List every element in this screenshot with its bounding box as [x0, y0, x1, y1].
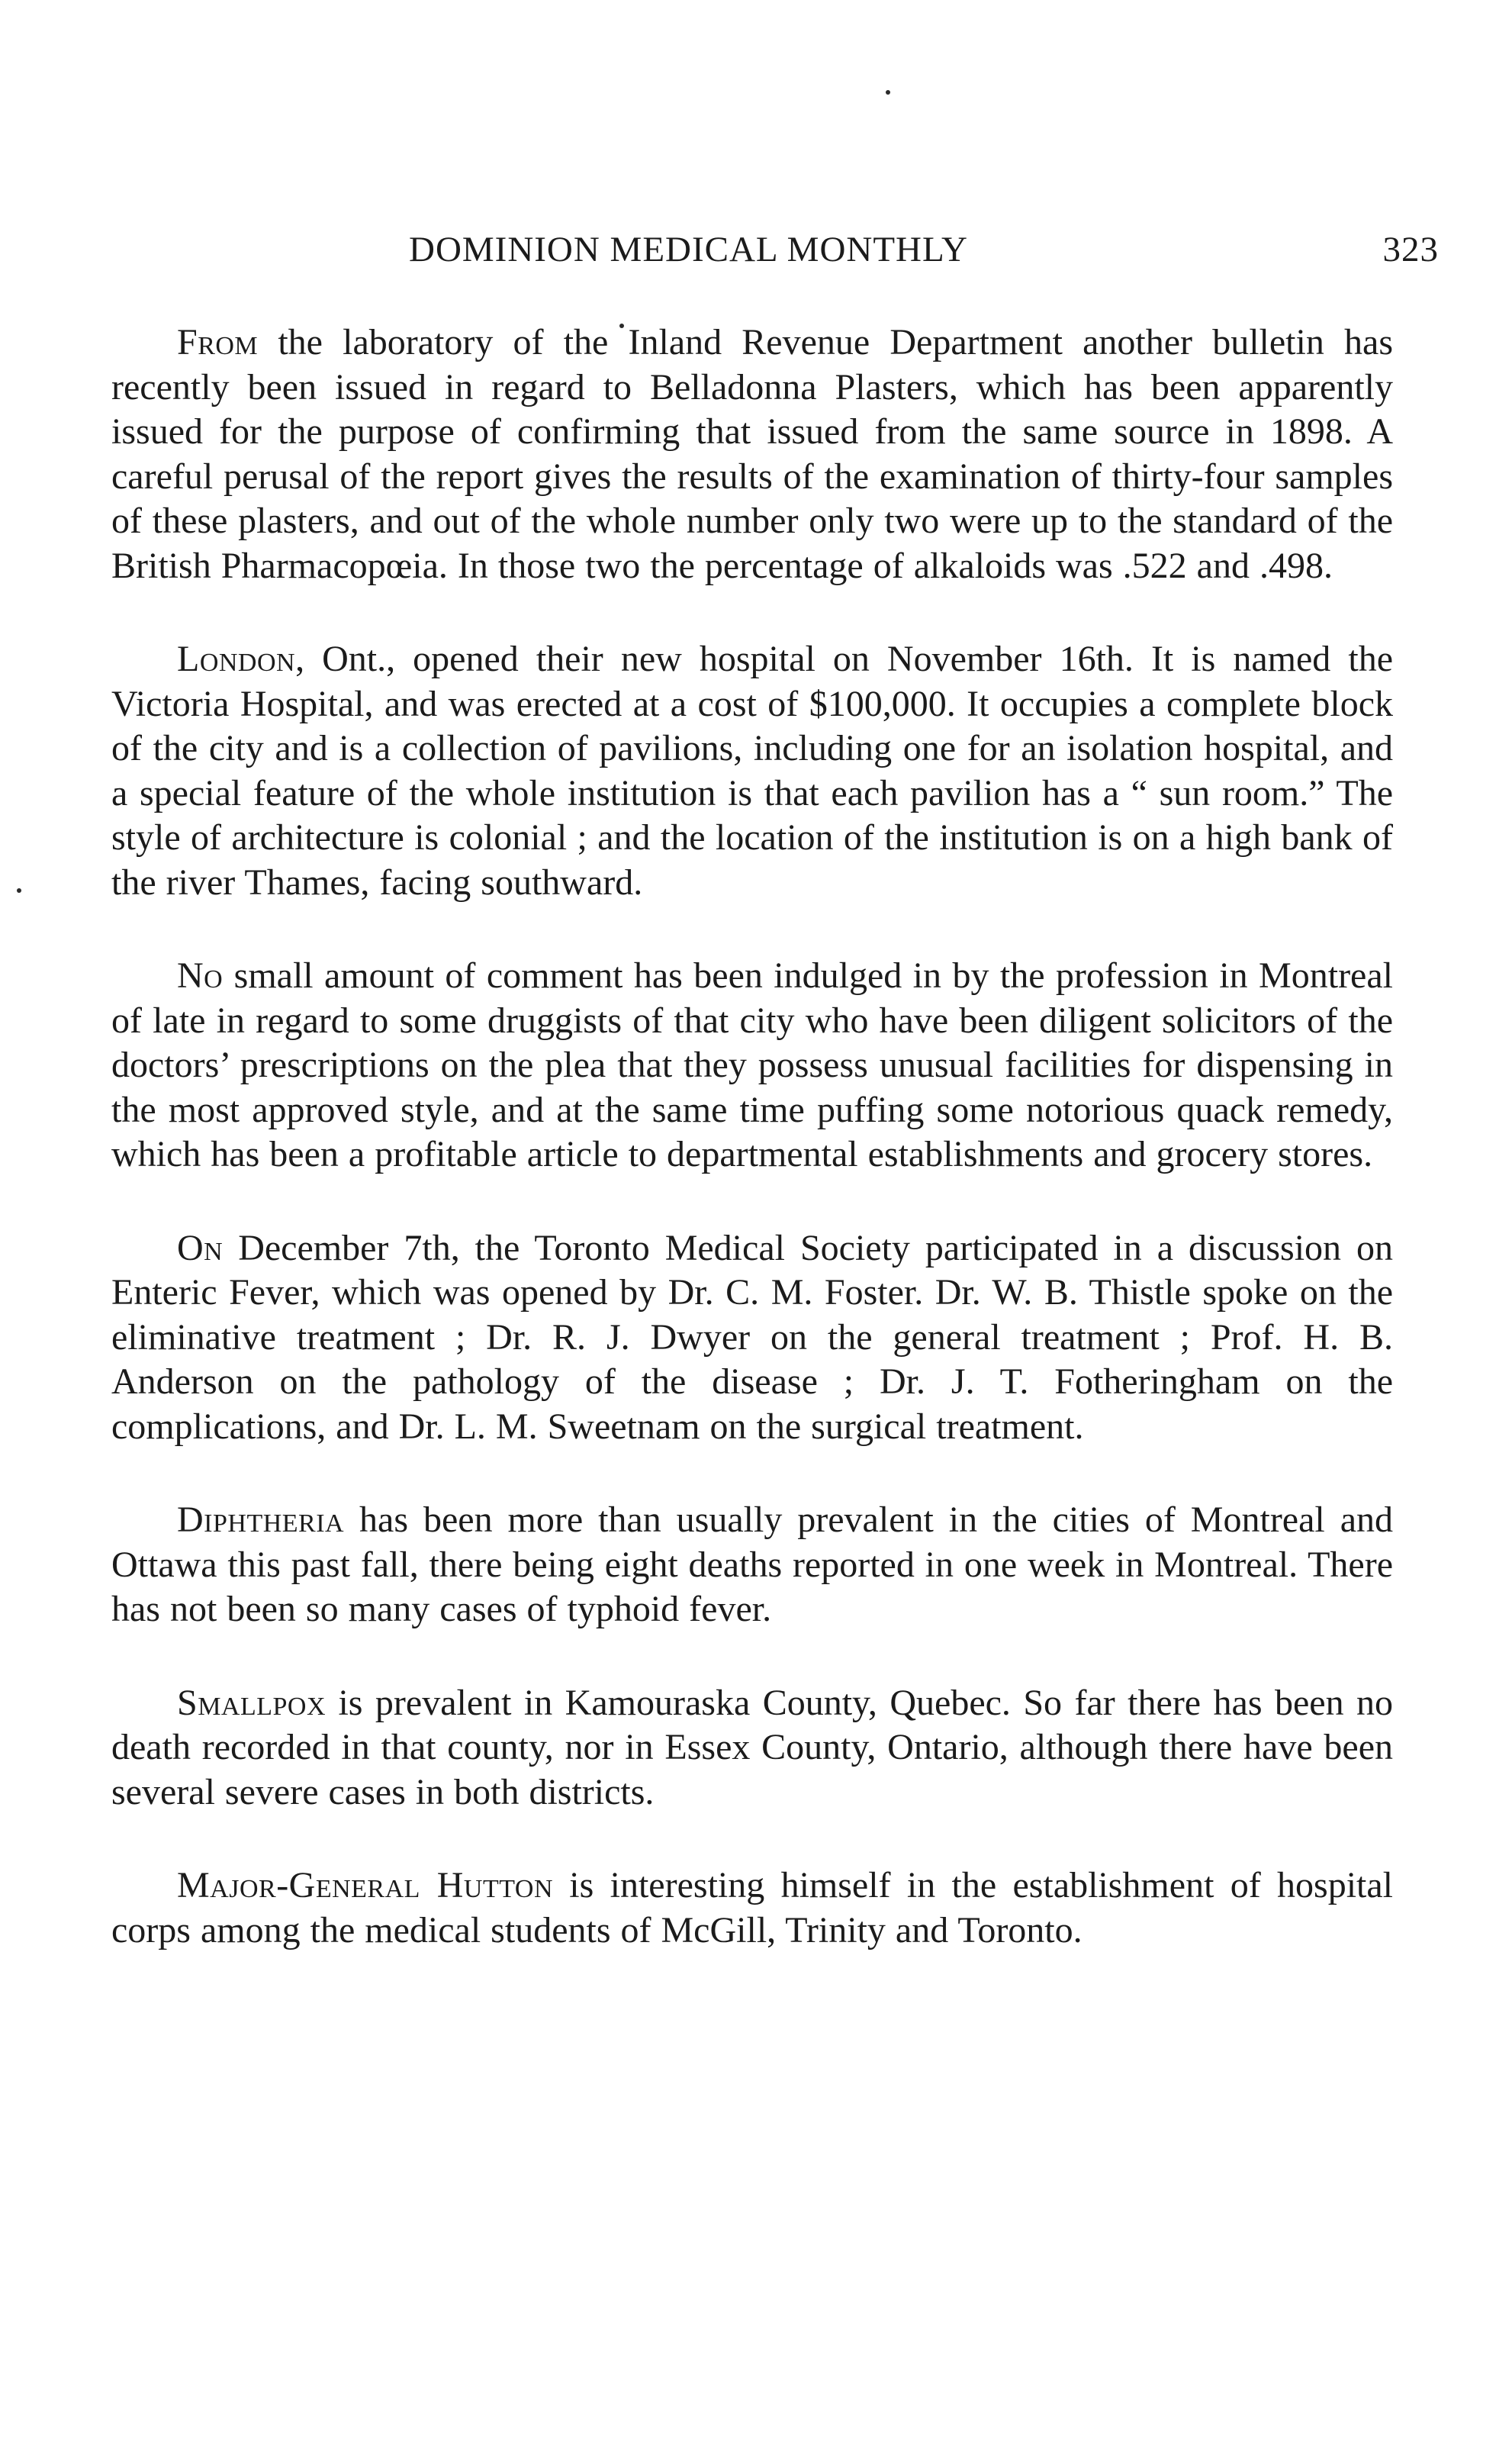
paragraph-text: small amount of comment has been indulged in by the profession in Montreal of late in regard to some druggists of that city who have been diligent solicitors of the doctors’ prescriptions on the plea that they possess unusual facilities for dispensing in the most approved style, and at the same time puffing some notorious quack remedy, which has been a profitable article to departmental establishments and grocery stores. — [111, 955, 1393, 1174]
paragraph-lead: Smallpox — [177, 1682, 327, 1723]
paragraph-lead: Major-General Hutton — [177, 1865, 553, 1905]
print-speck — [17, 888, 21, 893]
paragraph-lead: On — [177, 1227, 224, 1268]
paragraph-lead: Diphtheria — [177, 1499, 345, 1540]
paragraph-lead: London — [177, 639, 296, 679]
paragraph-toronto-medical-society — [111, 1226, 1393, 1450]
paragraph-montreal-druggists — [111, 954, 1393, 1177]
paragraph-lead: From — [177, 322, 259, 362]
running-head — [111, 229, 1439, 282]
paragraph-smallpox — [111, 1681, 1393, 1815]
paragraph-lead: No — [177, 955, 224, 996]
paragraph-belladonna-plasters — [111, 321, 1393, 588]
paragraph-diphtheria — [111, 1498, 1393, 1632]
page-content — [111, 229, 1439, 2002]
paragraph-text: December 7th, the Toronto Medical Society participated in a discussion on Enteric Fever, which was opened by Dr. C. M. Foster. Dr. W. B. Thistle spoke on the eliminative treatment ; Dr. R. J. Dwyer on the general treatment ; Prof. H. B. Anderson on the pathology of the disease ; Dr. J. T. Fotheringham on the complications, and Dr. L. M. Sweetnam on the surgical treatment. — [111, 1227, 1393, 1447]
paragraph-text: is interesting himself in the establishment of hospital corps among the medical students of McGill, Trinity and Toronto. — [111, 1865, 1394, 1950]
article-body — [111, 321, 1393, 1953]
paragraph-text: has been more than usually prevalent in the cities of Montreal and Ottawa this past fall, there being eight deaths reported in one week in Montreal. There has not been so many cases of typhoid fever. — [111, 1499, 1393, 1629]
paragraph-text: the laboratory of the Inland Revenue Department another bulletin has recently been issued in regard to Belladonna Plasters, which has been apparently issued for the purpose of confirming that issued from the same source in 1898. A careful perusal of the report gives the results of the examination of thirty-four samples of these plasters, and out of the whole number only two were up to the standard of the British Pharmacopœia. In those two the percentage of alkaloids was .522 and .498. — [111, 322, 1393, 586]
paragraph-hospital-corps — [111, 1863, 1393, 1953]
journal-title: DOMINION MEDICAL MONTHLY — [409, 230, 968, 269]
paragraph-text: is prevalent in Kamouraska County, Quebec. So far there has been no death recorded in that county, nor in Essex County, Ontario, although there have been several severe cases in both districts. — [111, 1682, 1393, 1812]
paragraph-victoria-hospital — [111, 637, 1393, 905]
paragraph-text: , Ont., opened their new hospital on November 16th. It is named the Victoria Hospital, and was erected at a cost of $100,000. It occupies a complete block of the city and is a collection of pavilions, including one for an isolation hospital, and a special feature of the whole institution is that each pavilion has a “ sun room.” The style of architecture is colonial ; and the location of the institution is on a high bank of the river Thames, facing southward. — [111, 639, 1393, 903]
page-number: 323 — [1382, 230, 1439, 269]
print-speck — [886, 90, 890, 95]
